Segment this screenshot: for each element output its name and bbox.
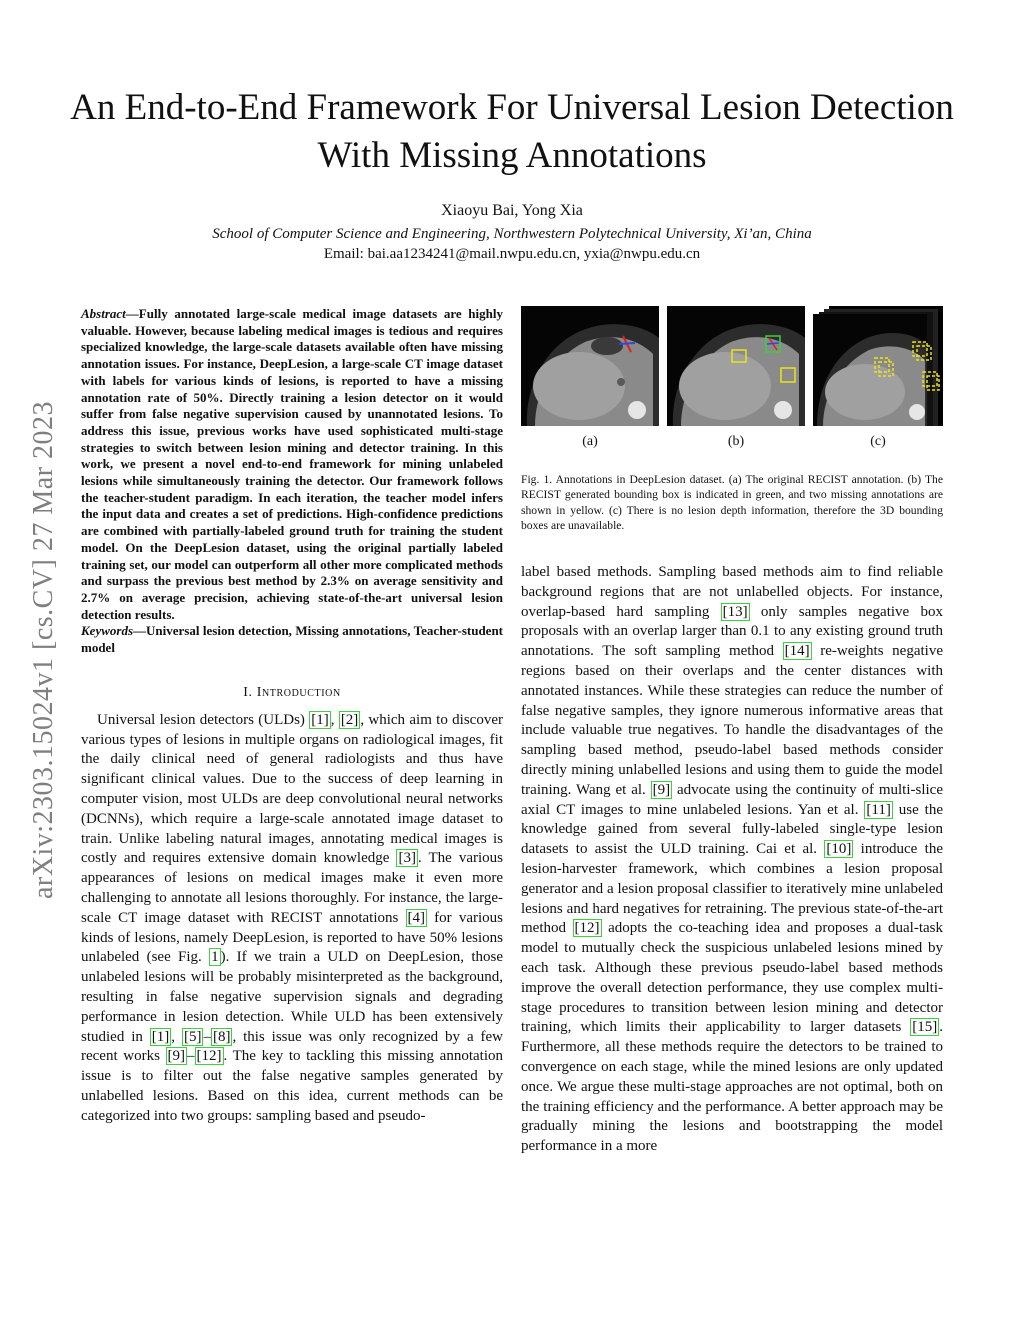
panel-label-a: (a) — [582, 434, 598, 449]
paragraph-text: introduce the lesion-harvester framework, which combines a lesion proposal generator and a lesion proposal classifier to iteratively mine unlabeled lesions and hard negatives for retraining. The previous state-of-the-art method — [521, 841, 943, 937]
paragraph-text: , which aim to discover various types of lesions in multiple organs on radiological images, fit the daily clinical need of general radiologists and thus have significant clinical values. Due to the success of deep learning in computer vision, most ULDs are deep convolutional neural networks (DCNNs), which require a large-scale annotated image dataset to train. Unlike labeling natural images, annotating medical images is costly and requires extensive domain knowledge — [81, 711, 503, 867]
paragraph-text: – — [187, 1048, 195, 1065]
paragraph-text: re-weights negative regions based on their overlaps and the center distances with annotated instances. While these strategies can reduce the number of false negative samples, they ignore numerous informative areas that include valuable true negatives. To handle the disadvantages of the sampling based method, pseudo-label based methods consider directly mining unlabelled lesions and using them to guide the model training. Wang et al. — [521, 643, 943, 798]
keywords-text: —Universal lesion detection, Missing annotations, Teacher-student model — [81, 623, 503, 656]
citation-link[interactable]: [12] — [196, 1048, 222, 1065]
abstract — [81, 306, 503, 623]
figure-caption: Fig. 1. Annotations in DeepLesion dataset. (a) The original RECIST annotation. (b) The RECIST generated bounding box is indicated in green, and two missing annotations are shown in yellow. (c) There is no lesion depth information, therefore the 3D bounding boxes are unavailable. — [521, 473, 943, 533]
paragraph-text: . The key to tackling this missing annotation issue is to filter out the false negative samples generated by unlabelled lesions. Based on this idea, current methods can be categorized into two groups: sampling based and pseudo- — [81, 1048, 503, 1124]
section-heading-introduction — [81, 685, 503, 701]
left-column — [81, 306, 503, 1127]
ct-stack-c — [813, 306, 943, 426]
paragraph-text: – — [203, 1028, 211, 1045]
intro-paragraph-2 — [521, 563, 943, 1157]
citation-link[interactable]: [1] — [151, 1028, 170, 1045]
panel-labels — [521, 434, 943, 454]
paragraph-text: . The various appearances of lesions on medical images make it even more challenging to annotate all lesions thoroughly. For instance, the large-scale CT image dataset with RECIST annotations — [81, 850, 503, 926]
keywords — [81, 623, 503, 656]
citation-link[interactable]: [1] — [311, 711, 329, 728]
paragraph-text: use the knowledge gained from several fully-labeled single-type lesion datasets to assist the ULD training. Cai et al. — [521, 801, 943, 858]
panel-label-b: (b) — [727, 434, 745, 449]
citation-link[interactable]: [4] — [407, 909, 426, 926]
citation-link[interactable]: [5] — [183, 1028, 202, 1045]
paragraph-text: , — [171, 1028, 182, 1045]
figure-panel-a — [521, 306, 659, 426]
citation-link[interactable]: [3] — [398, 850, 416, 867]
citation-link[interactable]: [15] — [912, 1019, 938, 1036]
paragraph-text: Universal lesion detectors (ULDs) — [97, 711, 310, 728]
right-column — [521, 563, 943, 1157]
citation-link[interactable]: 1 — [211, 949, 219, 966]
keywords-label: Keywords — [81, 623, 133, 639]
panel-label-c: (c) — [870, 434, 886, 449]
intro-paragraph-1 — [81, 711, 503, 1127]
paragraph-text: , — [330, 711, 339, 728]
citation-link[interactable]: [11] — [866, 801, 891, 818]
paragraph-text: . Furthermore, all these methods require the detectors to be trained to convergence on each stage, while the mined lesions are only updated once. We argue these multi-stage approaches are not optimal, both on the training efficiency and the performance. A better approach may be gradually mining the lesions and bootstrapping the model performance in a more — [521, 1019, 943, 1155]
citation-link[interactable]: [10] — [826, 841, 852, 858]
ct-image-a — [521, 306, 659, 426]
paragraph-text: only samples negative box proposals with an overlap larger than 0.1 to any existing ground truth annotations. The soft sampling method — [521, 603, 943, 660]
citation-link[interactable]: [9] — [167, 1048, 186, 1065]
recist-blue-mark — [767, 343, 779, 344]
ct-image-b — [667, 306, 805, 426]
email-line: Email: bai.aa1234241@mail.nwpu.edu.cn, yxia@nwpu.edu.cn — [323, 246, 701, 262]
figure-panel-b — [667, 306, 805, 426]
paragraph-text: ). If we train a ULD on DeepLesion, those unlabeled lesions will be probably misinterpreted as the background, resulting in false negative supervision signals and degrading performance in lesion detection. While ULD has been extensively studied in — [81, 949, 503, 1045]
figure-panels — [521, 306, 943, 426]
figure-panel-c — [813, 306, 943, 426]
paragraph-text: advocate using the continuity of multi-slice axial CT images to mine unlabeled lesions. Yan et al. — [521, 781, 944, 818]
abstract-label: Abstract — [81, 306, 126, 321]
citation-link[interactable]: [2] — [340, 711, 359, 728]
citation-link[interactable]: [14] — [784, 643, 810, 660]
citation-link[interactable]: [8] — [212, 1028, 231, 1045]
arxiv-identifier: arXiv:2303.15024v1 [cs.CV] 27 Mar 2023 — [28, 400, 59, 900]
paragraph-text: label based methods. Sampling based methods aim to find reliable background regions that are not unlabelled objects. For instance, overlap-based hard sampling — [521, 564, 943, 620]
section-number: I. — [243, 684, 253, 700]
citation-link[interactable]: [12] — [574, 920, 600, 937]
citation-link[interactable]: [13] — [722, 603, 748, 620]
paragraph-text: adopts the co-teaching idea and proposes a dual-task model to mutually check the suspicious unlabeled lesions mined by each task. Although these previous pseudo-label based methods improve the overall detection performance, they use complex multi-stage procedures to transition between lesion mining and detector training, which limits their applicability to larger datasets — [521, 920, 943, 1036]
paper-title: An End-to-End Framework For Universal Lesion Detection With Missing Annotations — [70, 87, 954, 176]
abstract-text: —Fully annotated large-scale medical image datasets are highly valuable. However, because labeling medical images is tedious and requires specialized knowledge, the large-scale datasets available often have missing annotation issues. For instance, DeepLesion, a large-scale CT image dataset with labels for various kinds of lesions, is reported to have a missing annotation rate of 50%. Directly training a lesion detector on it would suffer from false negative supervision caused by unannotated lesions. To address this issue, previous works have used sophisticated multi-stage strategies to switch between lesion mining and detector training. In this work, we present a novel end-to-end framework for mining unlabeled lesions while simultaneously training the detector. Our framework follows the teacher-student paradigm. In each iteration, the teacher model infers the input data and creates a set of predictions. High-confidence predictions are combined with partially-labeled ground truth for training the student model. On the DeepLesion dataset, using the original partially labeled training set, our model can outperform all other more complicated methods and surpass the previous best method by 2.3% on average sensitivity and 2.7% on average precision, achieving state-of-the-art universal lesion detection results. — [81, 306, 503, 622]
section-title: Introduction — [256, 684, 341, 700]
affiliation: School of Computer Science and Engineering, Northwestern Polytechnical University, Xi’an, China — [212, 226, 812, 242]
arxiv-sidebar — [24, 350, 64, 950]
figure-1 — [521, 306, 943, 534]
paragraph-text: for various kinds of lesions, namely DeepLesion, is reported to have 50% lesions unlabeled (see Fig. — [81, 909, 503, 966]
recist-blue-mark — [619, 343, 635, 344]
author-list: Xiaoyu Bai, Yong Xia — [441, 202, 583, 219]
paragraph-text: , this issue was only recognized by a few recent works — [81, 1028, 504, 1065]
citation-link[interactable]: [9] — [652, 781, 671, 798]
